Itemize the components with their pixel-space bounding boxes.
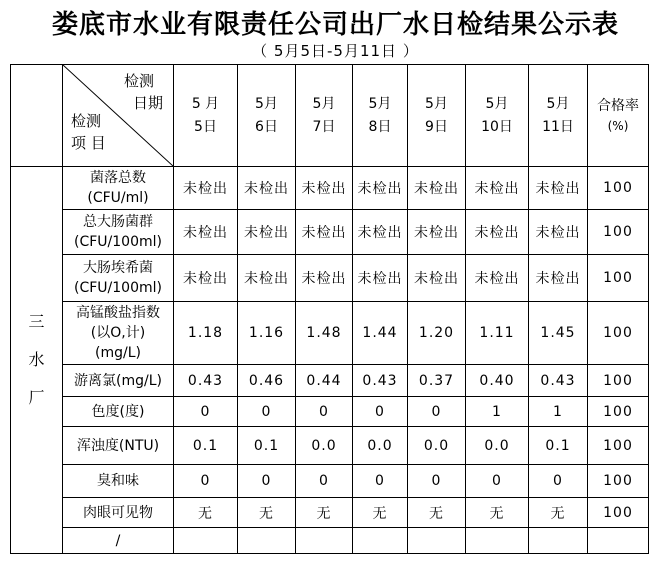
table-row <box>11 427 649 465</box>
parameter-name: 高锰酸盐指数 <box>76 305 160 321</box>
pass-rate-cell: 100 <box>588 210 649 255</box>
value-cell: 未检出 <box>238 167 296 210</box>
date-header-cell <box>466 65 529 167</box>
item-axis-label-line2: 项 目 <box>71 134 106 152</box>
value-cell: 未检出 <box>529 210 588 255</box>
parameter-basis: (以O,计) <box>90 325 146 341</box>
parameter-name: 游离氯(mg/L) <box>74 372 162 389</box>
page-title: 娄底市水业有限责任公司出厂水日检结果公示表 <box>51 10 619 40</box>
value-cell: 1.20 <box>408 302 466 365</box>
corner-empty-cell <box>11 65 63 167</box>
value-cell: 0 <box>353 465 408 498</box>
date-month: 5月 <box>312 95 336 112</box>
date-axis-label-line2: 日期 <box>132 94 163 112</box>
value-cell: 1.48 <box>296 302 353 365</box>
value-cell: 未检出 <box>353 167 408 210</box>
plant-name-cell <box>11 167 63 554</box>
value-cell: 未检出 <box>296 210 353 255</box>
parameter-name-cell <box>63 365 174 397</box>
date-day: 11日 <box>542 118 574 135</box>
date-month: 5 月 <box>191 95 220 112</box>
pass-rate-unit: (%) <box>607 118 629 133</box>
date-axis-label-line1: 检测 <box>123 72 154 90</box>
pass-rate-cell <box>588 528 649 554</box>
value-cell: 1.11 <box>466 302 529 365</box>
date-month: 5月 <box>255 95 278 112</box>
date-header-cell <box>408 65 466 167</box>
value-cell: 未检出 <box>466 167 529 210</box>
parameter-name-cell <box>63 465 174 498</box>
value-cell <box>466 528 529 554</box>
value-cell: 未检出 <box>174 167 238 210</box>
parameter-name: 菌落总数 <box>90 170 146 186</box>
value-cell: 0 <box>353 397 408 427</box>
value-cell: 0 <box>466 465 529 498</box>
value-cell: 0.43 <box>174 365 238 397</box>
value-cell: 无 <box>408 498 466 528</box>
date-header-cell <box>529 65 588 167</box>
value-cell: 0.44 <box>296 365 353 397</box>
date-day: 8日 <box>368 118 392 135</box>
parameter-name-cell <box>63 528 174 554</box>
parameter-name-cell <box>63 397 174 427</box>
parameter-name-cell <box>63 498 174 528</box>
value-cell: 未检出 <box>296 167 353 210</box>
value-cell <box>529 528 588 554</box>
date-header-cell <box>174 65 238 167</box>
date-header-cell <box>353 65 408 167</box>
value-cell: 未检出 <box>174 210 238 255</box>
value-cell: 0 <box>296 465 353 498</box>
table-row <box>11 465 649 498</box>
parameter-unit: (CFU/100ml) <box>74 280 162 296</box>
value-cell <box>296 528 353 554</box>
value-cell: 无 <box>529 498 588 528</box>
value-cell: 0 <box>296 397 353 427</box>
value-cell: 0.43 <box>529 365 588 397</box>
table-row <box>11 365 649 397</box>
table-row <box>11 528 649 554</box>
value-cell: 无 <box>466 498 529 528</box>
parameter-name: / <box>115 532 121 549</box>
value-cell: 1.44 <box>353 302 408 365</box>
value-cell: 0.37 <box>408 365 466 397</box>
pass-rate-cell: 100 <box>588 397 649 427</box>
plant-name-char: 厂 <box>28 388 45 407</box>
value-cell: 未检出 <box>353 255 408 302</box>
value-cell: 0.1 <box>238 427 296 465</box>
value-cell: 0 <box>174 465 238 498</box>
date-axis-label <box>115 70 163 114</box>
table-row <box>11 397 649 427</box>
parameter-name-cell <box>63 302 174 365</box>
value-cell: 0 <box>238 465 296 498</box>
value-cell: 未检出 <box>466 210 529 255</box>
pass-rate-header-cell <box>588 65 649 167</box>
date-month: 5月 <box>485 95 509 112</box>
value-cell: 0 <box>408 465 466 498</box>
value-cell: 0.40 <box>466 365 529 397</box>
parameter-unit: (CFU/ml) <box>87 190 149 206</box>
pass-rate-cell: 100 <box>588 255 649 302</box>
pass-rate-label: 合格率 <box>597 97 639 114</box>
value-cell: 0.43 <box>353 365 408 397</box>
parameter-name: 肉眼可见物 <box>83 504 153 521</box>
value-cell: 无 <box>296 498 353 528</box>
pass-rate-cell: 100 <box>588 465 649 498</box>
table-row <box>11 167 649 210</box>
value-cell: 未检出 <box>238 210 296 255</box>
value-cell: 0.0 <box>353 427 408 465</box>
value-cell: 未检出 <box>353 210 408 255</box>
date-month: 5月 <box>425 95 448 112</box>
table-row <box>11 210 649 255</box>
date-day: 9日 <box>425 118 448 135</box>
value-cell: 未检出 <box>408 210 466 255</box>
date-header-cell <box>238 65 296 167</box>
value-cell: 0.46 <box>238 365 296 397</box>
page-subtitle: （ 5月5日-5月11日 ） <box>252 42 419 60</box>
item-axis-label <box>71 110 106 154</box>
parameter-unit: (CFU/100ml) <box>74 234 162 250</box>
value-cell: 未检出 <box>238 255 296 302</box>
parameter-name: 大肠埃希菌 <box>83 260 153 276</box>
pass-rate-cell: 100 <box>588 365 649 397</box>
parameter-name-cell <box>63 255 174 302</box>
value-cell: 0 <box>174 397 238 427</box>
value-cell: 未检出 <box>408 255 466 302</box>
value-cell: 1 <box>529 397 588 427</box>
date-header-cell <box>296 65 353 167</box>
parameter-name: 浑浊度(NTU) <box>76 437 160 454</box>
value-cell: 未检出 <box>174 255 238 302</box>
table-row <box>11 498 649 528</box>
parameter-name-cell <box>63 210 174 255</box>
parameter-unit: (mg/L) <box>95 345 141 361</box>
value-cell: 0 <box>238 397 296 427</box>
parameter-name-cell <box>63 427 174 465</box>
value-cell: 0.0 <box>466 427 529 465</box>
value-cell: 1 <box>466 397 529 427</box>
value-cell: 0 <box>408 397 466 427</box>
value-cell: 1.16 <box>238 302 296 365</box>
value-cell: 0.1 <box>529 427 588 465</box>
daily-inspection-results-table <box>10 64 649 554</box>
value-cell: 0 <box>529 465 588 498</box>
date-month: 5月 <box>546 95 570 112</box>
date-day: 5日 <box>194 118 217 135</box>
parameter-name: 总大肠菌群 <box>83 214 153 230</box>
value-cell: 1.45 <box>529 302 588 365</box>
value-cell: 0.1 <box>174 427 238 465</box>
value-cell <box>174 528 238 554</box>
diagonal-header-cell <box>63 65 174 167</box>
date-month: 5月 <box>368 95 392 112</box>
parameter-name-cell <box>63 167 174 210</box>
value-cell: 无 <box>353 498 408 528</box>
value-cell: 未检出 <box>466 255 529 302</box>
value-cell: 未检出 <box>408 167 466 210</box>
date-day: 7日 <box>312 118 336 135</box>
value-cell: 未检出 <box>529 167 588 210</box>
value-cell: 无 <box>174 498 238 528</box>
value-cell <box>238 528 296 554</box>
value-cell: 1.18 <box>174 302 238 365</box>
pass-rate-cell: 100 <box>588 302 649 365</box>
pass-rate-cell: 100 <box>588 167 649 210</box>
value-cell: 未检出 <box>529 255 588 302</box>
value-cell: 0.0 <box>296 427 353 465</box>
table-row <box>11 302 649 365</box>
parameter-name: 色度(度) <box>91 403 145 420</box>
table-row <box>11 255 649 302</box>
date-day: 6日 <box>255 118 278 135</box>
parameter-name: 臭和味 <box>97 473 139 489</box>
value-cell <box>408 528 466 554</box>
item-axis-label-line1: 检测 <box>71 112 102 130</box>
value-cell: 无 <box>238 498 296 528</box>
value-cell <box>353 528 408 554</box>
plant-name-char: 三 <box>28 312 45 331</box>
pass-rate-cell: 100 <box>588 498 649 528</box>
plant-name-char: 水 <box>28 350 45 369</box>
value-cell: 0.0 <box>408 427 466 465</box>
pass-rate-cell: 100 <box>588 427 649 465</box>
value-cell: 未检出 <box>296 255 353 302</box>
date-day: 10日 <box>481 118 513 135</box>
header-row <box>11 65 649 167</box>
